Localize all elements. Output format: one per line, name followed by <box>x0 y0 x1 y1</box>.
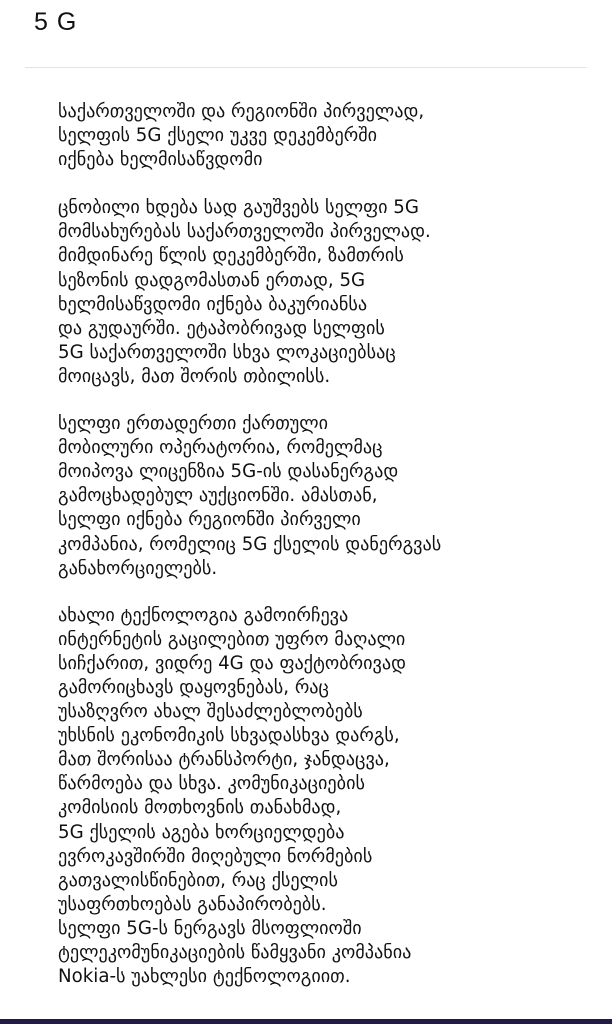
bottom-bar <box>0 1019 612 1024</box>
header-divider <box>25 67 587 68</box>
page-title: 5 G <box>34 8 78 36</box>
article-paragraph-2: სელფი ერთადერთი ქართული მობილური ოპერატორია, რომელმაც მოიპოვა ლიცენზია 5G-ის დასანერგად გამოცხადებულ აუქციონში. ამასთან, სელფი იქნება რეგიონში პირველი კომპანია, რომელიც 5G ქსელის დანერგვას განახორციელებს. <box>58 413 442 579</box>
article-paragraph-3: ახალი ტექნოლოგია გამოირჩევა ინტერნეტის გაცილებით უფრო მაღალი სიჩქარით, ვიდრე 4G და ფაქტობრივად გამორიცხავს დაყოვნებას, რაც უსაზღვრო ახალ შესაძლებლობებს უხსნის ეკონომიკის სხვადასხვა დარგს, მათ შორისაა ტრანსპორტი, ჯანდაცვა, წარმოება და სხვა. კომუნიკაციების კომისიის მოთხოვნის თანახმად, 5G ქსელის აგება ხორციელდება ევროკავშირში მიღებული ნორმების გათვალისწინებით, რაც ქსელის უსაფრთხოებას განაპირობებს. სელფი 5G-ს ნერგავს მსოფლიოში ტელეკომუნიკაციების წამყვანი კომპანია Nokia-ს უახლესი ტექნოლოგიით. <box>58 604 412 988</box>
app-header <box>0 0 612 68</box>
article-body <box>58 100 558 1012</box>
article-headline: საქართველოში და რეგიონში პირველად, სელფის 5G ქსელი უკვე დეკემბერში იქნება ხელმისაწვდომი <box>58 101 425 171</box>
article-paragraph-1: ცნობილი ხდება სად გაუშვებს სელფი 5G მომსახურებას საქართველოში პირველად. მიმდინარე წლის დეკემბერში, ზამთრის სეზონის დადგომასთან ერთად, 5G ხელმისაწვდომი იქნება ბაკურიანსა და გუდაურში. ეტაპობრივად სელფის 5G საქართველოში სხვა ლოკაციებსაც მოიცავს, მათ შორის თბილისს. <box>58 197 431 387</box>
